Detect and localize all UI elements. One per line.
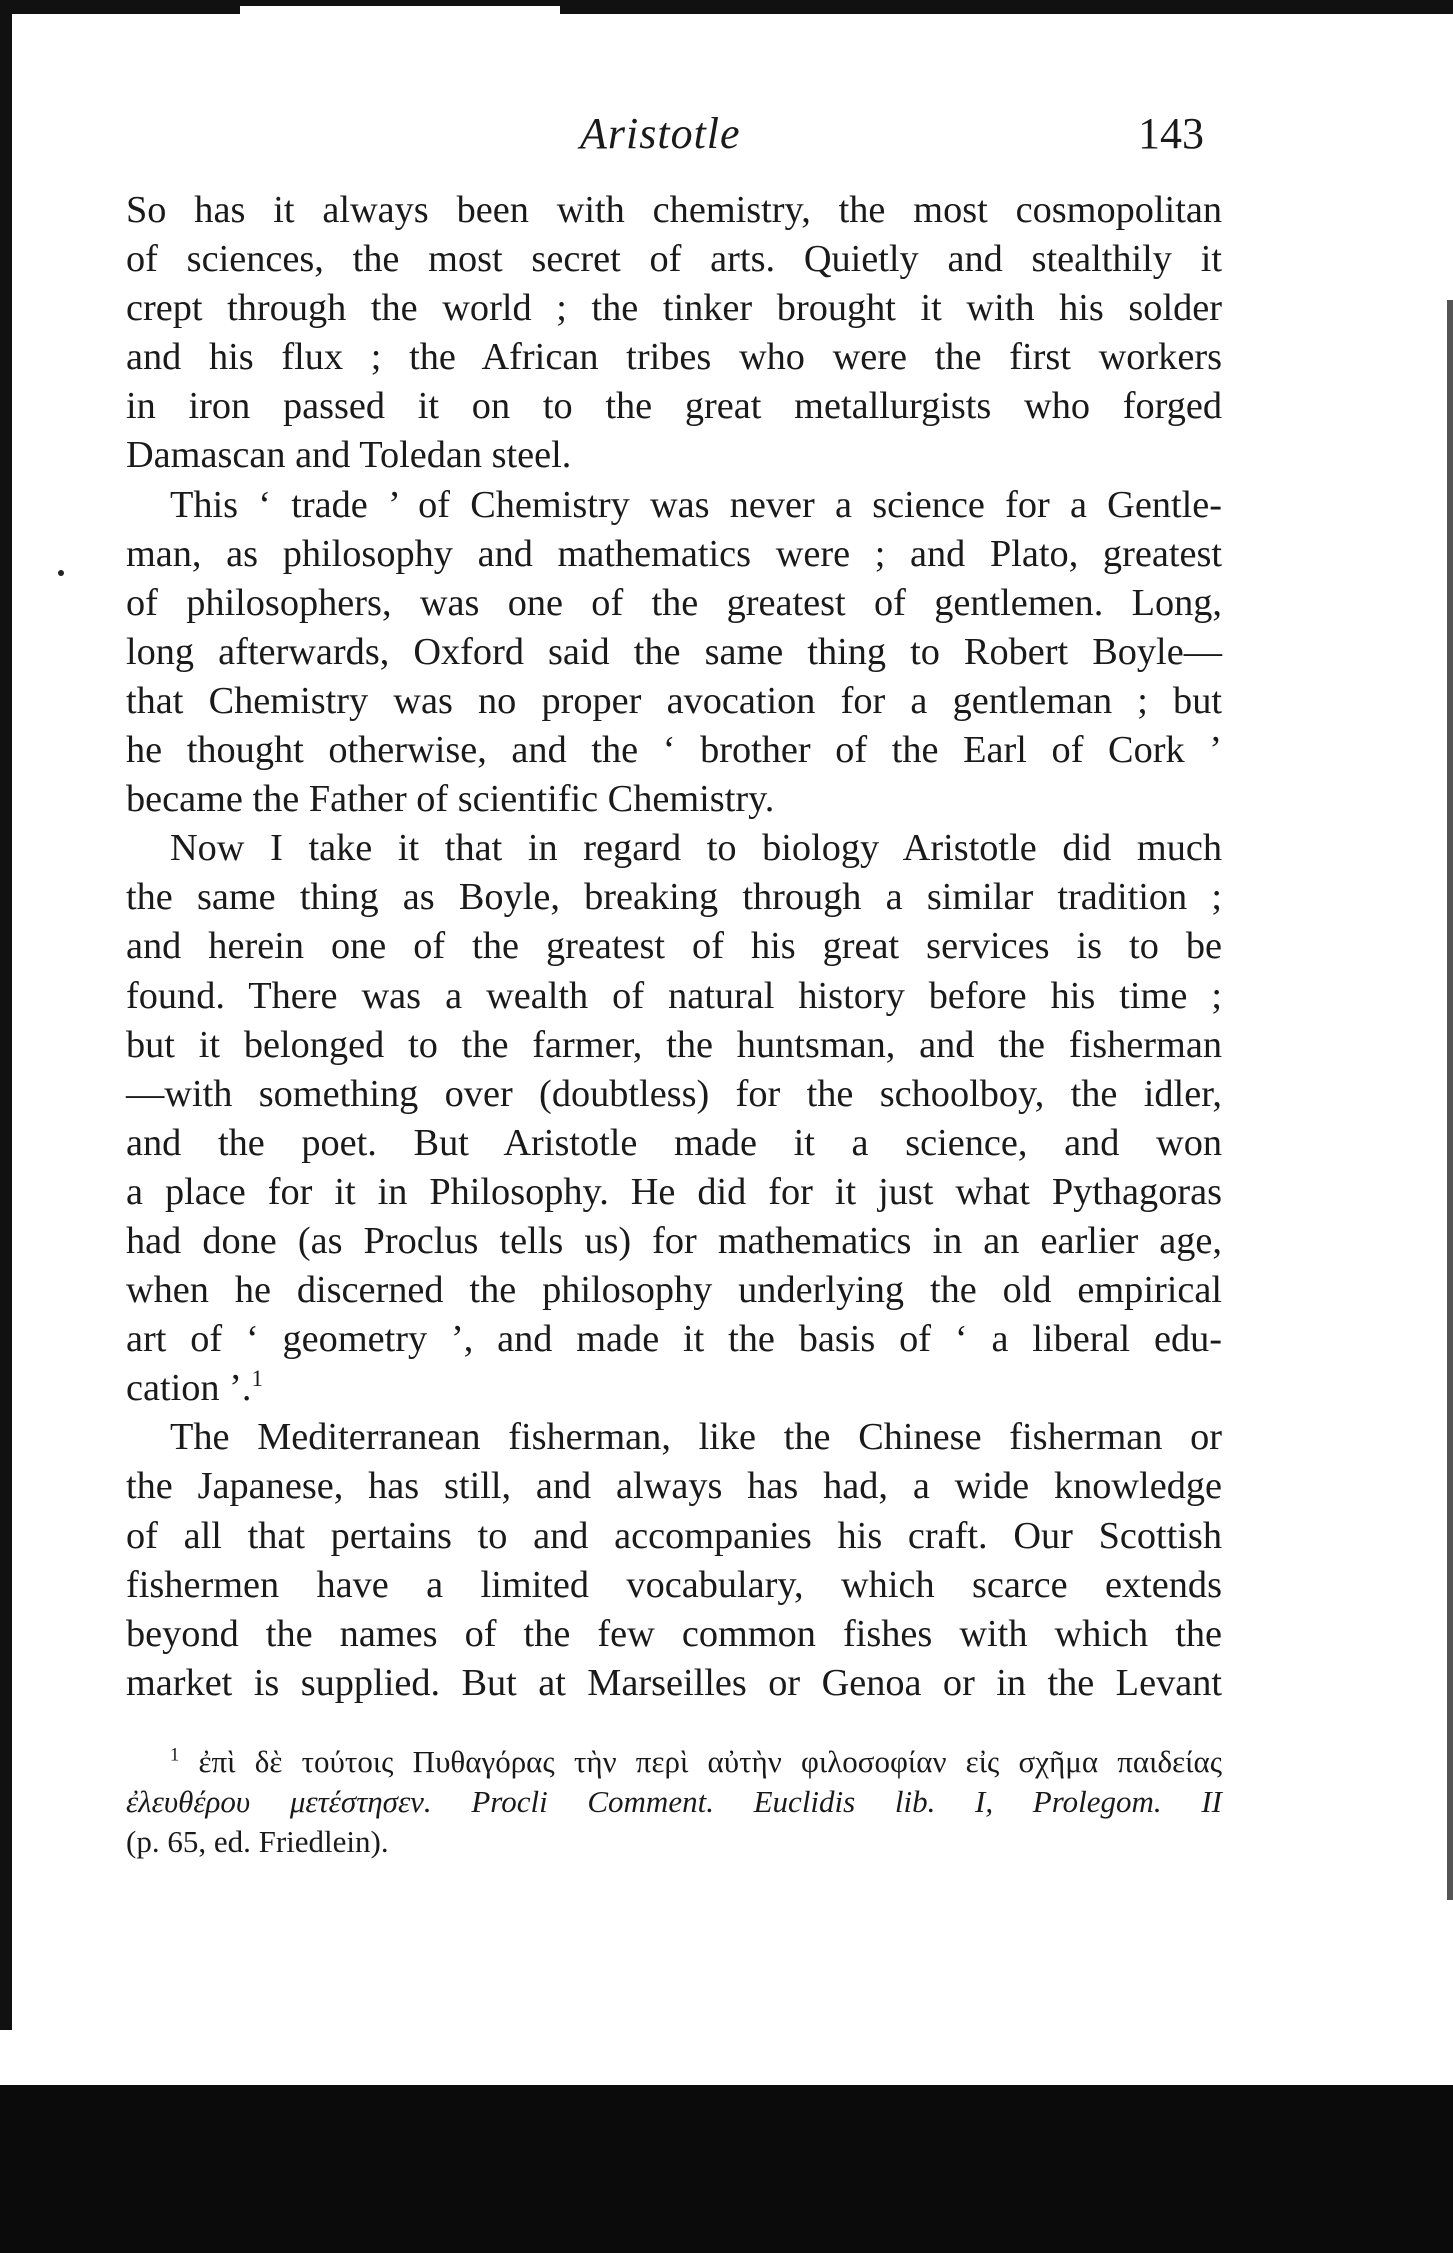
text-line: This ‘ trade ’ of Chemistry was never a science for a Gentle- (170, 483, 1222, 526)
text-line: had done (as Proclus tells us) for mathematics in an earlier age, (126, 1219, 1222, 1262)
text-line: when he discerned the philosophy underlying the old empirical (126, 1269, 1222, 1312)
text-line: market is supplied. But at Marseilles or Genoa or in the Levant (126, 1661, 1222, 1704)
text-fragment: cation ’. (126, 1367, 252, 1410)
text-line: art of ‘ geometry ’, and made it the basis of ‘ a liberal edu- (126, 1318, 1222, 1361)
footnote-text: ἐπὶ δὲ τούτοις Πυθαγόρας τὴν περὶ αὐτὴν φιλοσοφίαν εἰς σχῆμα παιδείας (198, 1744, 1222, 1779)
text-line: fishermen have a limited vocabulary, which scarce extends (126, 1563, 1222, 1606)
text-line: beyond the names of the few common fishes with which the (126, 1612, 1222, 1655)
text-line: but it belonged to the farmer, the huntsman, and the fisherman (126, 1023, 1222, 1066)
text-line: of sciences, the most secret of arts. Quietly and stealthily it (126, 238, 1222, 281)
text-line: in iron passed it on to the great metallurgists who forged (126, 385, 1222, 428)
text-line: the Japanese, has still, and always has had, a wide knowledge (126, 1465, 1222, 1508)
footnote-line (126, 1742, 1222, 1782)
text-line: he thought otherwise, and the ‘ brother of the Earl of Cork ’ (126, 729, 1222, 772)
footnote (126, 1742, 1222, 1862)
scan-bottom-shadow (0, 2085, 1453, 2253)
text-line: that Chemistry was no proper avocation for a gentleman ; but (126, 679, 1222, 722)
footnote-marker: 1 (170, 1744, 180, 1766)
page-number: 143 (1138, 109, 1204, 158)
text-line: a place for it in Philosophy. He did for it just what Pythagoras (126, 1170, 1222, 1213)
text-line: So has it always been with chemistry, the most cosmopolitan (126, 189, 1222, 231)
text-line: found. There was a wealth of natural history before his time ; (126, 974, 1222, 1017)
text-line: and herein one of the greatest of his great services is to be (126, 925, 1222, 968)
text-line: The Mediterranean fisherman, like the Chinese fisherman or (170, 1416, 1222, 1459)
scan-top-edge (0, 0, 1453, 14)
text-line: Damascan and Toledan steel. (126, 434, 572, 477)
text-line: and the poet. But Aristotle made it a science, and won (126, 1121, 1222, 1164)
footnote-line: ἐλευθέρου μετέστησεν. Procli Comment. Euclidis lib. I, Prolegom. II (126, 1784, 1222, 1819)
footnote-line: (p. 65, ed. Friedlein). (126, 1824, 389, 1859)
running-title: Aristotle (580, 109, 741, 158)
footnote-reference: 1 (251, 1366, 263, 1392)
text-line: and his flux ; the African tribes who were the first workers (126, 336, 1222, 379)
text-line: Now I take it that in regard to biology Aristotle did much (170, 827, 1222, 870)
text-line: became the Father of scientific Chemistry. (126, 778, 775, 821)
text-line: man, as philosophy and mathematics were ; and Plato, greatest (126, 532, 1222, 575)
text-line: crept through the world ; the tinker brought it with his solder (126, 287, 1222, 330)
body-text (126, 186, 1222, 1708)
text-line: long afterwards, Oxford said the same thing to Robert Boyle— (126, 630, 1222, 673)
scan-left-edge (0, 0, 12, 2030)
text-line: of all that pertains to and accompanies his craft. Our Scottish (126, 1514, 1222, 1557)
scan-right-edge (1447, 300, 1453, 1900)
text-line (126, 1364, 1222, 1413)
margin-mark (58, 570, 64, 576)
text-line: the same thing as Boyle, breaking through a similar tradition ; (126, 876, 1222, 919)
text-line: —with something over (doubtless) for the schoolboy, the idler, (126, 1072, 1222, 1115)
text-line: of philosophers, was one of the greatest of gentlemen. Long, (126, 581, 1222, 624)
